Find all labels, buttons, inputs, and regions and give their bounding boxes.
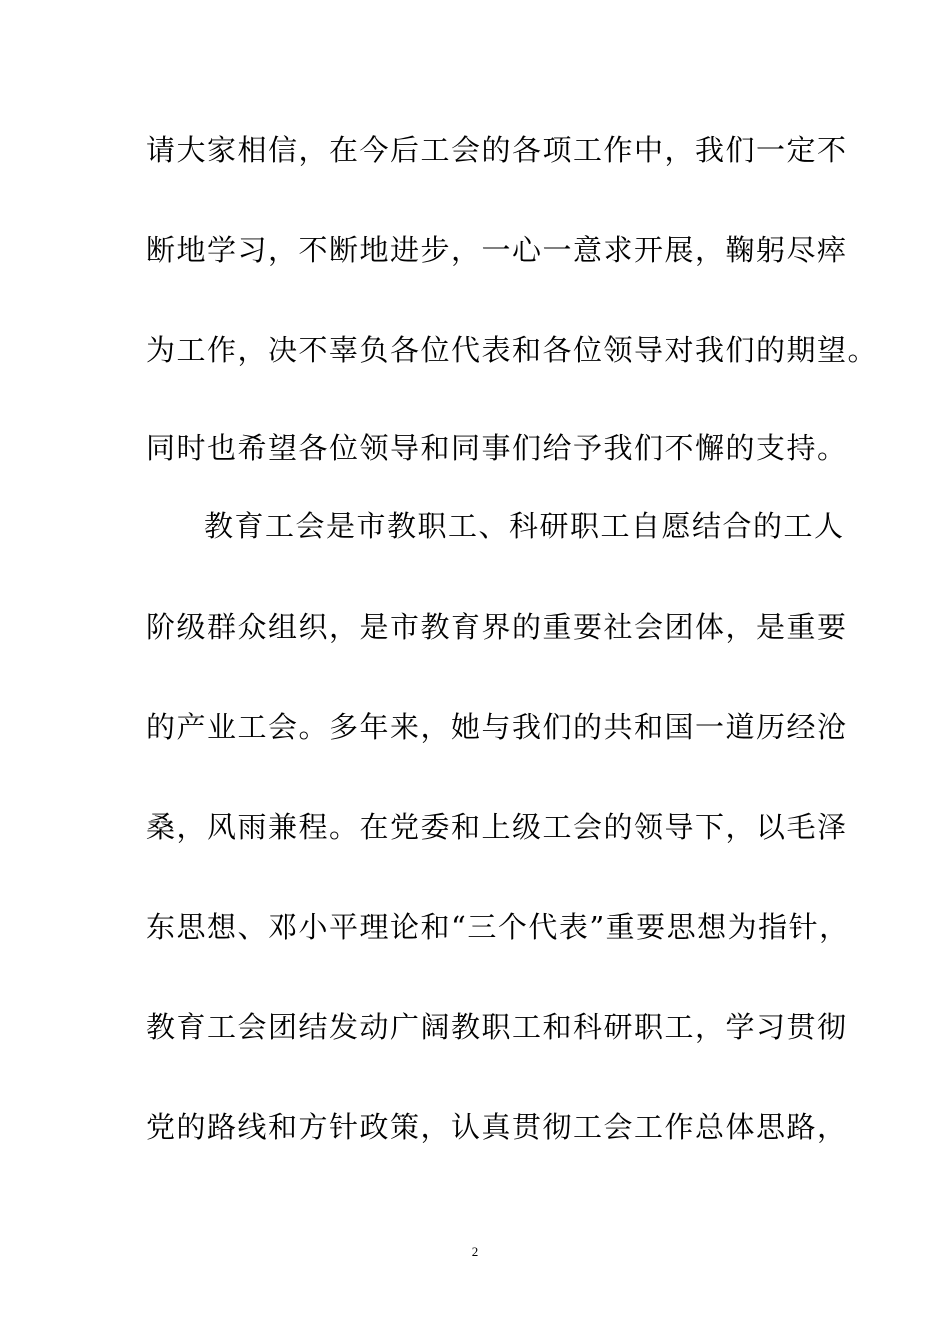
paragraph-first-line: 教育工会是市教职工、科研职工自愿结合的工人	[204, 509, 845, 543]
text-line: 桑，风雨兼程。在党委和上级工会的领导下，以毛泽	[146, 810, 848, 844]
text-line: 同时也希望各位领导和同事们给予我们不懈的支持。	[146, 431, 848, 465]
text-line: 东思想、邓小平理论和“三个代表”重要思想为指针，	[146, 910, 850, 944]
text-line: 为工作，决不辜负各位代表和各位领导对我们的期望。	[146, 333, 879, 367]
text-line: 教育工会团结发动广阔教职工和科研职工，学习贯彻	[146, 1010, 848, 1044]
page-number: 2	[471, 1244, 479, 1259]
text-line: 的产业工会。多年来，她与我们的共和国一道历经沧	[146, 710, 848, 744]
text-line: 党的路线和方针政策，认真贯彻工会工作总体思路，	[146, 1110, 848, 1144]
text-line: 阶级群众组织，是市教育界的重要社会团体，是重要	[146, 610, 848, 644]
text-line: 断地学习，不断地进步，一心一意求开展，鞠躬尽瘁	[146, 233, 848, 267]
text-line: 请大家相信，在今后工会的各项工作中，我们一定不	[146, 133, 848, 167]
